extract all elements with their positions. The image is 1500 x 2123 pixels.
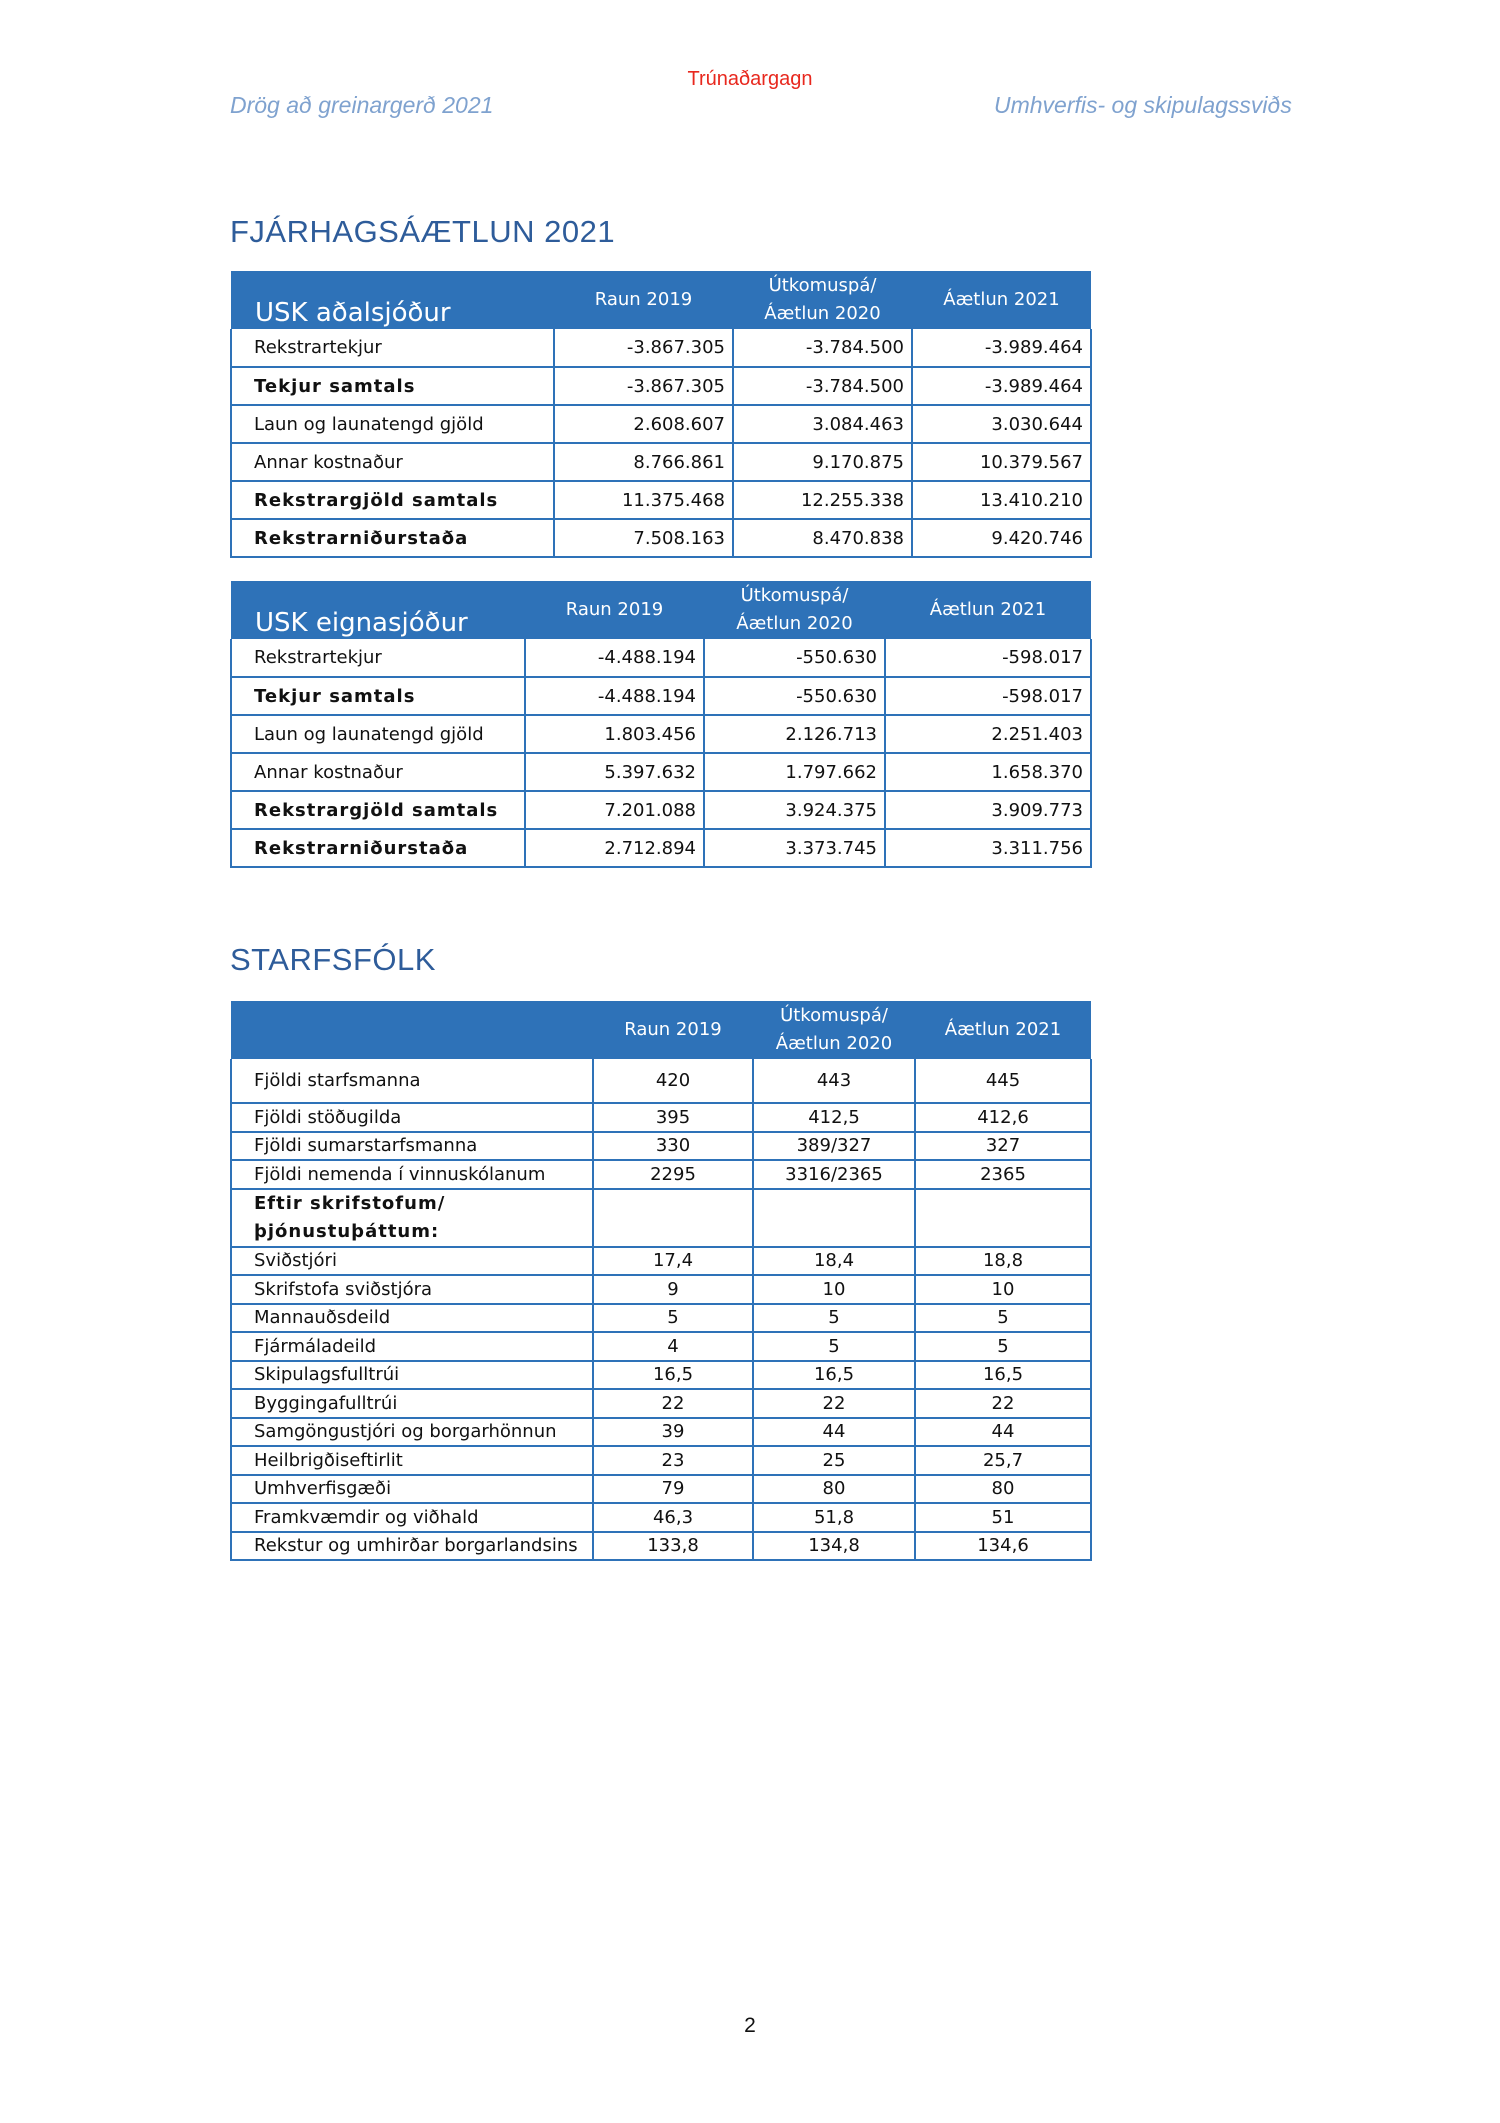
table-row <box>231 753 1091 791</box>
cell-value: 389/327 <box>753 1132 915 1161</box>
cell-value: 412,5 <box>753 1103 915 1132</box>
cell-value: 8.766.861 <box>554 443 733 481</box>
header-right: Umhverfis- og skipulagssviðs <box>994 92 1292 118</box>
column-header-utkomuspa <box>733 271 912 329</box>
table-header-row <box>231 1001 1091 1059</box>
table-row <box>231 1475 1091 1504</box>
table-row <box>231 1160 1091 1189</box>
page-number: 2 <box>744 2014 756 2037</box>
column-header-aetlun-2021: Áætlun 2021 <box>929 599 1047 620</box>
cell-value: 18,4 <box>753 1247 915 1276</box>
table-row <box>231 1132 1091 1161</box>
column-header-empty <box>231 1001 593 1059</box>
cell-value: 412,6 <box>915 1103 1091 1132</box>
table-row <box>231 405 1091 443</box>
cell-value: 17,4 <box>593 1247 753 1276</box>
cell-value: 22 <box>593 1389 753 1418</box>
cell-value: 3.924.375 <box>704 791 885 829</box>
cell-value: 2.712.894 <box>525 829 704 867</box>
row-label: Rekstrargjöld samtals <box>231 481 554 519</box>
cell-value: 22 <box>915 1389 1091 1418</box>
cell-value: 10.379.567 <box>912 443 1091 481</box>
row-label: Fjármáladeild <box>231 1332 593 1361</box>
row-label: Framkvæmdir og viðhald <box>231 1503 593 1532</box>
cell-value: 1.658.370 <box>885 753 1091 791</box>
column-header-line: Áætlun 2020 <box>736 613 853 634</box>
budget-table-adalsjodur <box>230 271 1092 558</box>
table-row <box>231 1418 1091 1447</box>
cell-value: 51,8 <box>753 1503 915 1532</box>
column-header-line: Útkomuspá/ <box>768 275 877 296</box>
cell-value: 44 <box>753 1418 915 1447</box>
column-header-aetlun-2021: Áætlun 2021 <box>943 289 1060 310</box>
cell-value: 18,8 <box>915 1247 1091 1276</box>
table-header-row <box>231 271 1091 329</box>
table-row <box>231 519 1091 557</box>
cell-value: 3.311.756 <box>885 829 1091 867</box>
row-label: Fjöldi stöðugilda <box>231 1103 593 1132</box>
group-label <box>231 1189 593 1247</box>
cell-value: 25,7 <box>915 1446 1091 1475</box>
cell-value: -3.867.305 <box>554 367 733 405</box>
table-row <box>231 1361 1091 1390</box>
cell-value: 330 <box>593 1132 753 1161</box>
table-row <box>231 1304 1091 1333</box>
cell-value: 5 <box>593 1304 753 1333</box>
column-header-utkomuspa <box>704 581 885 639</box>
cell-value: 5 <box>915 1332 1091 1361</box>
cell-value: -550.630 <box>704 639 885 677</box>
cell-value: 5 <box>753 1304 915 1333</box>
row-label: Sviðstjóri <box>231 1247 593 1276</box>
cell-value: -3.867.305 <box>554 329 733 367</box>
cell-value: 9.420.746 <box>912 519 1091 557</box>
cell-value: 80 <box>915 1475 1091 1504</box>
cell-value: 134,8 <box>753 1532 915 1561</box>
table-row <box>231 1503 1091 1532</box>
cell-value: -550.630 <box>704 677 885 715</box>
cell-value: 13.410.210 <box>912 481 1091 519</box>
row-label: Laun og launatengd gjöld <box>231 715 525 753</box>
cell-value: 80 <box>753 1475 915 1504</box>
column-header-raun-2019: Raun 2019 <box>624 1019 722 1040</box>
cell-value: 2.126.713 <box>704 715 885 753</box>
row-label: Laun og launatengd gjöld <box>231 405 554 443</box>
cell-value: 327 <box>915 1132 1091 1161</box>
cell-value: -3.989.464 <box>912 367 1091 405</box>
table-row <box>231 1532 1091 1561</box>
row-label: Tekjur samtals <box>231 367 554 405</box>
cell-value: -3.784.500 <box>733 367 912 405</box>
column-header-line: Áætlun 2020 <box>775 1033 893 1054</box>
table-row <box>231 443 1091 481</box>
table-row <box>231 1247 1091 1276</box>
row-label: Fjöldi starfsmanna <box>231 1059 593 1103</box>
table-name: USK aðalsjóður <box>255 298 451 328</box>
table-name: USK eignasjóður <box>255 608 468 638</box>
row-label: Rekstur og umhirðar borgarlandsins <box>231 1532 593 1561</box>
table-row <box>231 1389 1091 1418</box>
table-row <box>231 677 1091 715</box>
column-header-raun-2019: Raun 2019 <box>594 289 693 310</box>
table-row <box>231 715 1091 753</box>
row-label: Byggingafulltrúi <box>231 1389 593 1418</box>
cell-value: 7.508.163 <box>554 519 733 557</box>
empty-cell <box>593 1189 753 1247</box>
cell-value: 10 <box>915 1275 1091 1304</box>
row-label: Mannauðsdeild <box>231 1304 593 1333</box>
table-row <box>231 1446 1091 1475</box>
header-left: Drög að greinargerð 2021 <box>230 92 494 118</box>
cell-value: 3.373.745 <box>704 829 885 867</box>
column-header-utkomuspa <box>753 1001 915 1059</box>
confidential-label: Trúnaðargagn <box>687 68 813 90</box>
staff-table <box>230 1001 1092 1561</box>
table-row <box>231 829 1091 867</box>
table-row <box>231 481 1091 519</box>
row-label: Annar kostnaður <box>231 443 554 481</box>
cell-value: 2295 <box>593 1160 753 1189</box>
cell-value: 2.251.403 <box>885 715 1091 753</box>
budget-table-eignasjodur <box>230 581 1092 868</box>
column-header-line: Áætlun 2020 <box>764 303 881 324</box>
cell-value: 3.030.644 <box>912 405 1091 443</box>
cell-value: 44 <box>915 1418 1091 1447</box>
row-label: Annar kostnaður <box>231 753 525 791</box>
cell-value: 9.170.875 <box>733 443 912 481</box>
row-label: Fjöldi sumarstarfsmanna <box>231 1132 593 1161</box>
group-header-row <box>231 1189 1091 1247</box>
cell-value: 1.797.662 <box>704 753 885 791</box>
cell-value: 39 <box>593 1418 753 1447</box>
row-label: Umhverfisgæði <box>231 1475 593 1504</box>
cell-value: -4.488.194 <box>525 677 704 715</box>
cell-value: -3.784.500 <box>733 329 912 367</box>
row-label: Rekstrarniðurstaða <box>231 829 525 867</box>
cell-value: 23 <box>593 1446 753 1475</box>
table-header-row <box>231 581 1091 639</box>
group-label-line: þjónustuþáttum: <box>254 1220 440 1242</box>
cell-value: 46,3 <box>593 1503 753 1532</box>
table-row <box>231 1103 1091 1132</box>
table-row <box>231 329 1091 367</box>
budget-section-title: FJÁRHAGSÁÆTLUN 2021 <box>230 214 616 249</box>
row-label: Rekstrarniðurstaða <box>231 519 554 557</box>
cell-value: 5.397.632 <box>525 753 704 791</box>
empty-cell <box>753 1189 915 1247</box>
row-label: Samgöngustjóri og borgarhönnun <box>231 1418 593 1447</box>
table-row <box>231 639 1091 677</box>
cell-value: 11.375.468 <box>554 481 733 519</box>
row-label: Tekjur samtals <box>231 677 525 715</box>
row-label: Skipulagsfulltrúi <box>231 1361 593 1390</box>
group-label-line: Eftir skrifstofum/ <box>254 1192 446 1214</box>
cell-value: 16,5 <box>753 1361 915 1390</box>
cell-value: 445 <box>915 1059 1091 1103</box>
table-row <box>231 791 1091 829</box>
column-header-raun-2019: Raun 2019 <box>565 599 664 620</box>
cell-value: 16,5 <box>593 1361 753 1390</box>
cell-value: 420 <box>593 1059 753 1103</box>
table-row <box>231 1059 1091 1103</box>
column-header-line: Útkomuspá/ <box>780 1005 888 1026</box>
row-label: Heilbrigðiseftirlit <box>231 1446 593 1475</box>
column-header-aetlun-2021: Áætlun 2021 <box>944 1019 1062 1040</box>
row-label: Fjöldi nemenda í vinnuskólanum <box>231 1160 593 1189</box>
cell-value: 7.201.088 <box>525 791 704 829</box>
cell-value: 4 <box>593 1332 753 1361</box>
cell-value: 25 <box>753 1446 915 1475</box>
column-header-line: Útkomuspá/ <box>740 585 849 606</box>
row-label: Rekstrartekjur <box>231 329 554 367</box>
row-label: Rekstrartekjur <box>231 639 525 677</box>
row-label: Rekstrargjöld samtals <box>231 791 525 829</box>
cell-value: 16,5 <box>915 1361 1091 1390</box>
table-row <box>231 367 1091 405</box>
cell-value: 51 <box>915 1503 1091 1532</box>
cell-value: 22 <box>753 1389 915 1418</box>
cell-value: -598.017 <box>885 639 1091 677</box>
cell-value: 133,8 <box>593 1532 753 1561</box>
cell-value: 3316/2365 <box>753 1160 915 1189</box>
row-label: Skrifstofa sviðstjóra <box>231 1275 593 1304</box>
cell-value: 8.470.838 <box>733 519 912 557</box>
cell-value: 2365 <box>915 1160 1091 1189</box>
cell-value: 443 <box>753 1059 915 1103</box>
cell-value: 395 <box>593 1103 753 1132</box>
cell-value: 5 <box>915 1304 1091 1333</box>
cell-value: 5 <box>753 1332 915 1361</box>
cell-value: 134,6 <box>915 1532 1091 1561</box>
cell-value: 79 <box>593 1475 753 1504</box>
staff-section-title: STARFSFÓLK <box>230 942 436 977</box>
cell-value: 9 <box>593 1275 753 1304</box>
table-row <box>231 1275 1091 1304</box>
cell-value: 3.909.773 <box>885 791 1091 829</box>
empty-cell <box>915 1189 1091 1247</box>
cell-value: 1.803.456 <box>525 715 704 753</box>
cell-value: -598.017 <box>885 677 1091 715</box>
table-row <box>231 1332 1091 1361</box>
cell-value: 12.255.338 <box>733 481 912 519</box>
cell-value: 2.608.607 <box>554 405 733 443</box>
cell-value: 10 <box>753 1275 915 1304</box>
cell-value: -3.989.464 <box>912 329 1091 367</box>
cell-value: -4.488.194 <box>525 639 704 677</box>
cell-value: 3.084.463 <box>733 405 912 443</box>
